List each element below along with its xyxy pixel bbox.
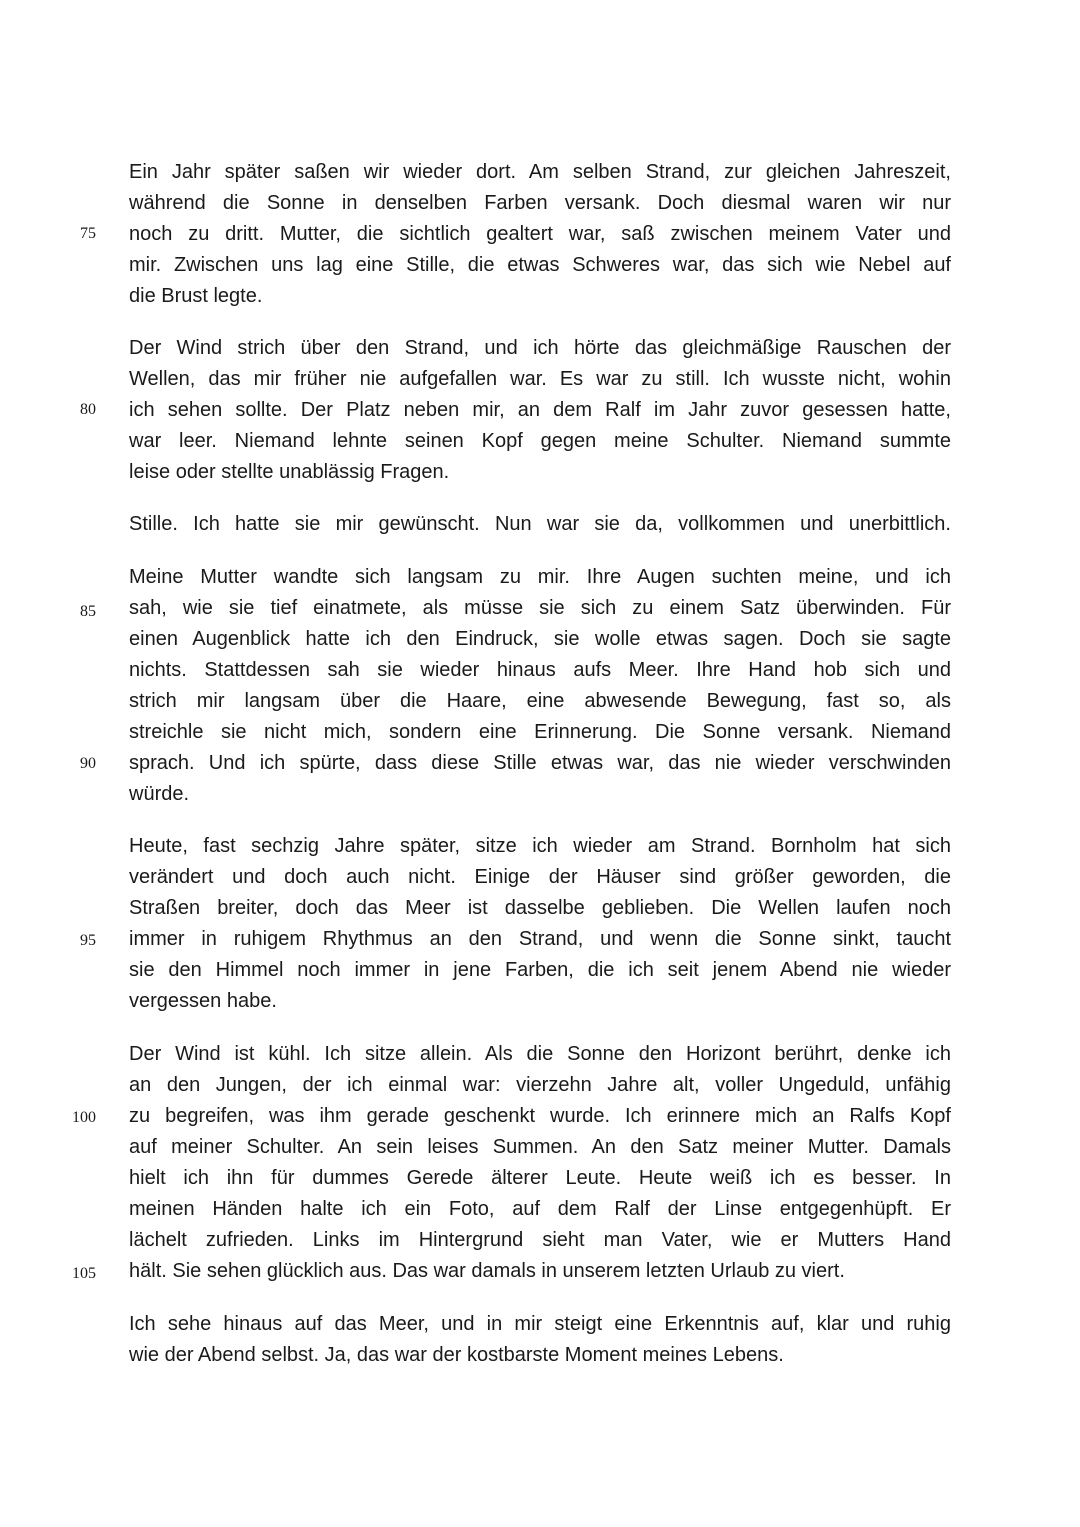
- text-line: streichle sie nicht mich, sondern eine Erinnerung. Die Sonne versank. Niemand: [129, 721, 951, 743]
- text-line: strich mir langsam über die Haare, eine abwesende Bewegung, fast so, als: [129, 690, 951, 712]
- line-number-80: 80: [80, 401, 96, 418]
- line-number-105: 105: [72, 1265, 96, 1282]
- line-number-90: 90: [80, 755, 96, 772]
- text-line: nichts. Stattdessen sah sie wieder hinaus aufs Meer. Ihre Hand hob sich und: [129, 659, 951, 681]
- text-line: leise oder stellte unablässig Fragen.: [129, 461, 450, 483]
- text-line: Ich sehe hinaus auf das Meer, und in mir steigt eine Erkenntnis auf, klar und ruhig: [129, 1313, 951, 1335]
- text-line: immer in ruhigem Rhythmus an den Strand, und wenn die Sonne sinkt, taucht: [129, 928, 951, 950]
- text-line: sie den Himmel noch immer in jene Farben, die ich seit jenem Abend nie wieder: [129, 959, 951, 981]
- text-line: ich sehen sollte. Der Platz neben mir, an dem Ralf im Jahr zuvor gesessen hatte,: [129, 399, 951, 421]
- text-line: vergessen habe.: [129, 990, 277, 1012]
- text-line: die Brust legte.: [129, 285, 263, 307]
- text-line: verändert und doch auch nicht. Einige der Häuser sind größer geworden, die: [129, 866, 951, 888]
- text-line: einen Augenblick hatte ich den Eindruck, sie wolle etwas sagen. Doch sie sagte: [129, 628, 951, 650]
- text-line: war leer. Niemand lehnte seinen Kopf gegen meine Schulter. Niemand summte: [129, 430, 951, 452]
- text-line: noch zu dritt. Mutter, die sichtlich gealtert war, saß zwischen meinem Vater und: [129, 223, 951, 245]
- text-line: Meine Mutter wandte sich langsam zu mir. Ihre Augen suchten meine, und ich: [129, 566, 951, 588]
- text-line: wie der Abend selbst. Ja, das war der kostbarste Moment meines Lebens.: [129, 1344, 784, 1366]
- line-number-95: 95: [80, 932, 96, 949]
- text-line: sprach. Und ich spürte, dass diese Stille etwas war, das nie wieder verschwinden: [129, 752, 951, 774]
- text-line: Ein Jahr später saßen wir wieder dort. Am selben Strand, zur gleichen Jahreszeit,: [129, 161, 951, 183]
- text-line: auf meiner Schulter. An sein leises Summen. An den Satz meiner Mutter. Damals: [129, 1136, 951, 1158]
- text-line: Der Wind strich über den Strand, und ich hörte das gleichmäßige Rauschen der: [129, 337, 951, 359]
- line-number-75: 75: [80, 225, 96, 242]
- text-line: an den Jungen, der ich einmal war: vierzehn Jahre alt, voller Ungeduld, unfähig: [129, 1074, 951, 1096]
- text-line: während die Sonne in denselben Farben versank. Doch diesmal waren wir nur: [129, 192, 951, 214]
- line-number-100: 100: [72, 1109, 96, 1126]
- text-line: hält. Sie sehen glücklich aus. Das war damals in unserem letzten Urlaub zu viert.: [129, 1260, 845, 1282]
- text-line: mir. Zwischen uns lag eine Stille, die etwas Schweres war, das sich wie Nebel auf: [129, 254, 951, 276]
- text-line: Stille. Ich hatte sie mir gewünscht. Nun war sie da, vollkommen und unerbittlich.: [129, 513, 951, 535]
- text-line: Der Wind ist kühl. Ich sitze allein. Als die Sonne den Horizont berührt, denke ich: [129, 1043, 951, 1065]
- text-line: lächelt zufrieden. Links im Hintergrund sieht man Vater, wie er Mutters Hand: [129, 1229, 951, 1251]
- text-line: würde.: [129, 783, 190, 805]
- text-line: meinen Händen halte ich ein Foto, auf dem Ralf der Linse entgegenhüpft. Er: [129, 1198, 951, 1220]
- text-line: zu begreifen, was ihm gerade geschenkt wurde. Ich erinnere mich an Ralfs Kopf: [129, 1105, 951, 1127]
- text-line: Straßen breiter, doch das Meer ist dasselbe geblieben. Die Wellen laufen noch: [129, 897, 951, 919]
- text-line: hielt ich ihn für dummes Gerede älterer Leute. Heute weiß ich es besser. In: [129, 1167, 951, 1189]
- text-line: Heute, fast sechzig Jahre später, sitze ich wieder am Strand. Bornholm hat sich: [129, 835, 951, 857]
- text-line: sah, wie sie tief einatmete, als müsse sie sich zu einem Satz überwinden. Für: [129, 597, 951, 619]
- line-number-85: 85: [80, 603, 96, 620]
- text-line: Wellen, das mir früher nie aufgefallen war. Es war zu still. Ich wusste nicht, wohin: [129, 368, 951, 390]
